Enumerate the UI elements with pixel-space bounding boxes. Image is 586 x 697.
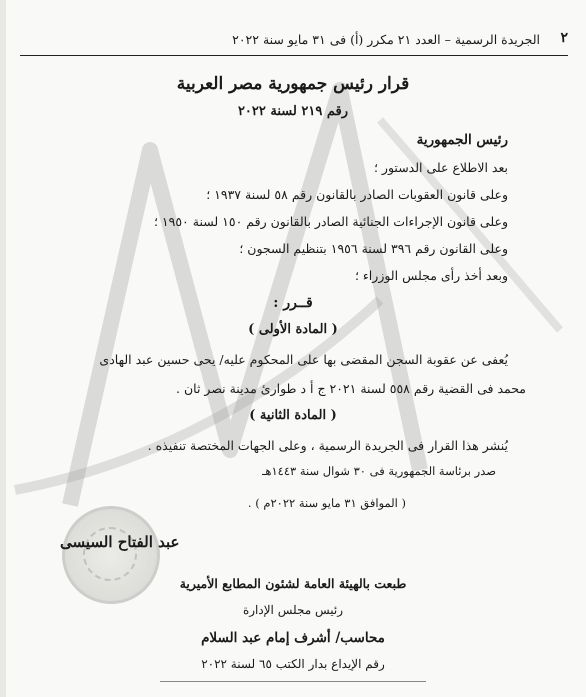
footer-rule	[160, 681, 426, 682]
preamble-line-1: بعد الاطلاع على الدستور ؛	[373, 160, 508, 175]
article-1-heading: ( المادة الأولى )	[248, 322, 338, 337]
printed-by-line: طبعت بالهيئة العامة لشئون المطابع الأميرية	[179, 576, 407, 591]
deposit-number-line: رقم الإيداع بدار الكتب ٦٥ لسنة ٢٠٢٢	[201, 657, 385, 671]
issued-line: صدر برئاسة الجمهورية فى ٣٠ شوال سنة ١٤٤٣هـ	[262, 464, 496, 478]
article-1-text-line-1: يُعفى عن عقوبة السجن المقضى بها على المحكوم عليه/ يحى حسين عبد الهادى	[99, 352, 508, 367]
preamble-line-2: وعلى قانون العقوبات الصادر بالقانون رقم ٥٨ لسنة ١٩٣٧ ؛	[206, 187, 508, 202]
decree-title: قرار رئيس جمهورية مصر العربية	[176, 74, 410, 94]
article-2-text: يُنشر هذا القرار فى الجريدة الرسمية ، وعلى الجهات المختصة تنفيذه .	[147, 438, 508, 453]
gazette-header	[20, 30, 568, 52]
chairman-title: رئيس مجلس الإدارة	[242, 603, 344, 617]
gazette-issue-line: الجريدة الرسمية – العدد ٢١ مكرر (أ) فى ٣١ مايو سنة ٢٠٢٢	[232, 32, 540, 47]
decided-heading: قــرر :	[273, 295, 313, 311]
header-rule	[20, 55, 568, 56]
preamble-line-5: وبعد أخذ رأى مجلس الوزراء ؛	[354, 268, 508, 283]
preamble-line-4: وعلى القانون رقم ٣٩٦ لسنة ١٩٥٦ بتنظيم السجون ؛	[239, 241, 508, 256]
preamble-line-3: وعلى قانون الإجراءات الجنائية الصادر بالقانون رقم ١٥٠ لسنة ١٩٥٠ ؛	[153, 214, 508, 229]
article-1-text-line-2: محمد فى القضية رقم ٥٥٨ لسنة ٢٠٢١ ج أ د طوارئ مدينة نصر ثان .	[176, 381, 526, 396]
chairman-name: محاسب/ أشرف إمام عبد السلام	[201, 630, 385, 646]
article-2-heading: ( المادة الثانية )	[249, 408, 337, 423]
president-signature: عبد الفتاح السيسى	[60, 533, 180, 551]
corresponding-date-line: ( الموافق ٣١ مايو سنة ٢٠٢٢م ) .	[247, 496, 406, 510]
president-heading: رئيس الجمهورية	[416, 132, 508, 148]
page-number: ٢	[560, 30, 568, 46]
decree-number: رقم ٢١٩ لسنة ٢٠٢٢	[237, 104, 349, 119]
